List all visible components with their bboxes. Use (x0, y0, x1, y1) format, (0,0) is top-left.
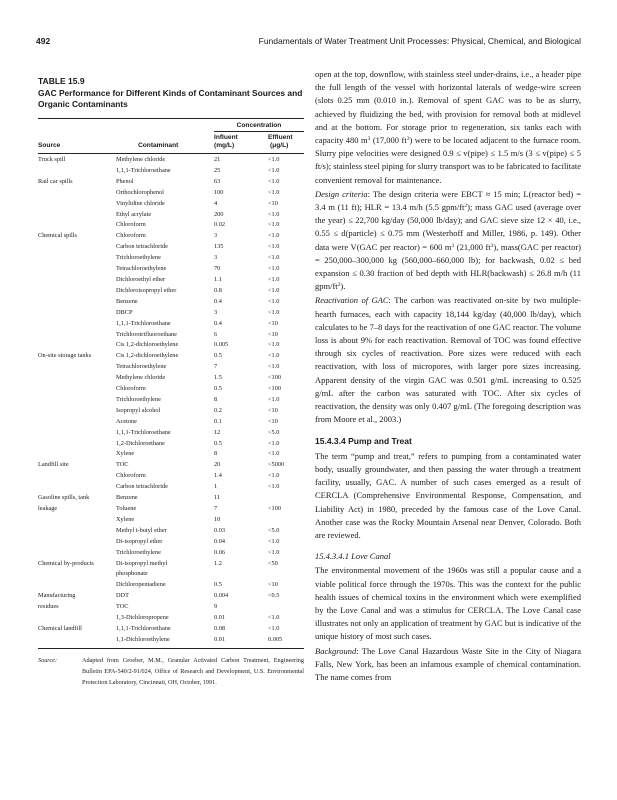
cell-effluent: <10 (268, 319, 278, 327)
table-row (38, 231, 304, 242)
cell-influent: 0.4 (214, 297, 222, 305)
source-text: Adapted from Groeber, M.M., Granular Activated Carbon Treatment, Engineering Bulletin EPA-540/2-91/024, Office of Research and Development, U.S. Environmental Protection Laboratory, Cincinnati, OH, October, 1991. (82, 656, 304, 686)
table-row (38, 210, 304, 221)
table-row (38, 406, 304, 417)
cell-effluent: <5000 (268, 461, 285, 469)
cell-contaminant: Di-isopropyl methyl (116, 559, 168, 567)
table-row (38, 624, 304, 635)
cell-influent: 63 (214, 177, 221, 185)
cell-effluent: <10 (268, 330, 278, 338)
cell-contaminant: Dichloroisopropyl ether (116, 286, 177, 294)
table-row (38, 417, 304, 428)
table-row (38, 242, 304, 253)
cell-influent: 1.2 (214, 559, 222, 567)
cell-influent: 1.5 (214, 374, 222, 382)
cell-influent: 10 (214, 515, 221, 523)
cell-influent: 20 (214, 461, 221, 469)
cell-effluent: <1.0 (268, 232, 280, 240)
cell-influent: 12 (214, 428, 221, 436)
cell-influent: 1 (214, 483, 218, 491)
table-title: GAC Performance for Different Kinds of Contaminant Sources and Organic Contaminants (38, 88, 303, 109)
paragraph-pump-and-treat: The term “pump and treat,” refers to pumping from a contaminated water body, usually groundwater, and then passing the water through a treatment facility, usually, GAC. A number of such cases emerged as a result of CERCLA (Comprehensive Environmental Response, Compensation, and Liability Act) in 1980, preceded by the famous case of the Love Canal. Another case was the Rocky Mountain Arsenal near Denver, Colorado. Both are reviewed. (315, 450, 581, 540)
table-row (38, 515, 304, 526)
cell-contaminant: Chloroform (116, 221, 146, 229)
table-row (38, 428, 304, 439)
cell-effluent: <1.0 (268, 395, 280, 403)
running-title: Fundamentals of Water Treatment Unit Processes: Physical, Chemical, and Biological (258, 36, 581, 46)
cell-influent: 8 (214, 450, 218, 458)
superscript: 3 (406, 136, 410, 143)
table-15-9 (38, 76, 304, 688)
table-row (38, 395, 304, 406)
cell-contaminant: Dichloroethyl ether (116, 275, 166, 283)
cell-contaminant: Xylene (116, 450, 135, 458)
cell-source: On-site storage tanks (38, 352, 92, 360)
cell-influent: 7 (214, 363, 218, 371)
cell-influent: 0.004 (214, 592, 229, 600)
cell-contaminant: Phenol (116, 177, 134, 185)
text-run: : The design criteria were EBCT ≈ 15 min; L(reactor bed) = 3.4 m (11 ft); HLR = 13.4 m/h (5.5 gpm/ft (315, 188, 581, 213)
cell-effluent: <1.0 (268, 614, 280, 622)
cell-source: Truck spill (38, 156, 66, 163)
cell-influent: 11 (214, 494, 221, 502)
cell-contaminant: DBCP (116, 308, 133, 316)
cell-contaminant: 1,1,1-Trichloroethane (116, 624, 171, 632)
table-row (38, 526, 304, 537)
table-row (38, 155, 304, 166)
table-row (38, 635, 304, 646)
cell-influent: 1.4 (214, 472, 222, 480)
superscript: 3 (367, 136, 371, 143)
paragraph-love-canal: The environmental movement of the 1960s was still a popular cause and a viable political force through the 1970s. This was the context for the public health issues of chemical toxins in the environment which were exemplified by the Love Canal and was a stimulus for CERCLA. The Love Canal case illustrates not only an application of treatment by GAC but is indicative of the unique history of most such cases. (315, 565, 581, 642)
table-row (38, 362, 304, 373)
cell-effluent: <1.0 (268, 308, 280, 316)
superscript: 2 (337, 282, 341, 289)
column-header-row (38, 133, 304, 153)
text-run: (21,000 ft (454, 241, 491, 252)
superscript: 2 (464, 203, 468, 210)
cell-influent: 0.1 (214, 417, 222, 425)
cell-contaminant: Methylene chloride (116, 374, 166, 382)
concentration-header: Concentration (236, 122, 282, 129)
table-row (38, 537, 304, 548)
cell-influent: 0.5 (214, 581, 222, 589)
cell-effluent: <100 (268, 385, 281, 393)
cell-effluent: <10 (268, 417, 278, 425)
table-row (38, 602, 304, 613)
cell-influent: 7 (214, 505, 218, 512)
source-label: Source: (38, 656, 58, 664)
lead-in: Design criteria (315, 188, 368, 199)
table-row (38, 199, 304, 210)
table-row (38, 482, 304, 493)
cell-effluent: <1.0 (268, 537, 280, 545)
cell-contaminant: Methyl t-butyl ether (116, 526, 167, 534)
cell-source: Gasoline spills, tank (38, 494, 90, 502)
cell-effluent: <1.0 (268, 363, 280, 371)
cell-influent: 100 (214, 188, 224, 196)
cell-contaminant: 1,1,1-Trichloroethane (116, 166, 171, 174)
cell-contaminant: Chloroform (116, 472, 146, 480)
cell-contaminant: Orthochlorophenol (116, 188, 164, 196)
cell-contaminant: Trichloroethylene (116, 254, 161, 262)
cell-contaminant: Trichloroethylene (116, 395, 161, 403)
table-row (38, 569, 304, 580)
cell-influent: 0.08 (214, 624, 226, 632)
cell-effluent: <1.0 (268, 483, 280, 491)
cell-effluent: <1.0 (268, 297, 280, 305)
table-row (38, 286, 304, 297)
cell-contaminant: Carbon tetrachloride (116, 483, 168, 491)
cell-effluent: <1.0 (268, 472, 280, 480)
cell-influent: 0.005 (214, 341, 229, 349)
text-run: (17,000 ft (370, 135, 407, 146)
cell-source: Landfill site (38, 461, 69, 469)
cell-influent: 70 (214, 265, 221, 273)
table-row (38, 591, 304, 602)
cell-influent: 3 (214, 308, 218, 316)
cell-contaminant: Trichlorotrifluoroethane (116, 330, 177, 338)
text-run: open at the top, downflow, with stainless steel under-drains, i.e., a header pipe the full length of the vessel with horizontal laterals of wedge-wire screen (slots 0.25 mm (0.010 in.). Removal of spent GAC was to be as slurry, achieved by fluidizing the bed, with provision for removal both at midlevel and at the bottom. For storage prior to regeneration, six tanks each with capacity 480 m (315, 69, 581, 146)
table-row (38, 177, 304, 188)
table-row (38, 253, 304, 264)
table-source-note (38, 655, 304, 688)
cell-influent: 0.4 (214, 319, 222, 327)
text-run: ); mass GAC used (average over the year) ≤ 22,700 kg/day (50,000 lb/day); and GAC sieve size 12 × 40, i.e., 0.55 ≤ d(particle) ≤ 0.75 mm (Westerhoff and Miller, 1986, p. 149). Other data were V(GAC per reactor) = 600 m (315, 202, 582, 252)
cell-contaminant: Chloroform (116, 232, 146, 240)
cell-contaminant: 1,1-Dichloroethylene (116, 635, 170, 643)
cell-influent: 25 (214, 166, 221, 174)
superscript: 3 (451, 242, 455, 249)
col-source: Source (38, 142, 61, 149)
cell-contaminant: Dichloropentadiene (116, 581, 166, 589)
table-row (38, 340, 304, 351)
col-effluent-label: Effluent (268, 134, 293, 141)
cell-effluent: <1.0 (268, 624, 280, 632)
text-run: ), mass(GAC per reactor) = 250,000–300,000 kg (560,000–660,000 lb); for backwash, 0.02 ≤ bed expansion ≤ 0.30 fraction of bed depth with HLR(backwash) ≤ 26.8 m/h (11 gpm/ft (315, 241, 581, 292)
cell-effluent: <1.0 (268, 210, 280, 218)
cell-influent: 0.01 (214, 614, 226, 622)
cell-contaminant: phosphonate (116, 570, 148, 578)
col-contaminant: Contaminant (138, 142, 179, 149)
concentration-header-row (38, 119, 304, 133)
table-row (38, 188, 304, 199)
cell-influent: 3 (214, 254, 218, 262)
table-row (38, 580, 304, 591)
cell-source: Chemical spills (38, 232, 78, 240)
cell-source: Rail car spills (38, 177, 73, 185)
cell-contaminant: TOC (116, 603, 129, 611)
cell-influent: 0.2 (214, 406, 222, 414)
cell-effluent: <1.0 (268, 548, 280, 556)
cell-effluent: 0.005 (268, 635, 283, 643)
concentration-rule (214, 131, 304, 132)
cell-effluent: <1.0 (268, 156, 280, 163)
page-number: 492 (36, 36, 51, 46)
cell-contaminant: Cis 1,2-dichloroethylene (116, 352, 179, 360)
cell-source: Manufacturing (38, 592, 76, 600)
paragraph-background (315, 645, 581, 685)
cell-influent: 0.04 (214, 537, 226, 545)
cell-source: residues (38, 603, 59, 611)
cell-effluent: <100 (268, 374, 281, 382)
cell-contaminant: Benzene (116, 297, 138, 305)
cell-contaminant: Toluene (116, 505, 137, 512)
cell-influent: 0.5 (214, 352, 222, 360)
table-row (38, 613, 304, 624)
cell-effluent: <50 (268, 559, 278, 567)
cell-contaminant: Cis 1,2-dichloroethylene (116, 341, 179, 349)
cell-effluent: <10 (268, 406, 278, 414)
cell-source: leakage (38, 505, 58, 512)
cell-influent: 0.8 (214, 286, 222, 294)
table-row (38, 319, 304, 330)
page-header (36, 36, 581, 50)
text-run: : The Love Canal Hazardous Waste Site in the City of Niagara Falls, New York, has been an infamous example of chemical contamination. The name comes from (315, 645, 581, 682)
col-effluent-unit: (μg/L) (270, 142, 289, 149)
cell-influent: 0.5 (214, 439, 222, 447)
cell-effluent: <1.0 (268, 352, 280, 360)
header-rule (38, 153, 304, 154)
cell-contaminant: Xylene (116, 515, 135, 523)
cell-effluent: <1.0 (268, 166, 280, 174)
table-row (38, 373, 304, 384)
cell-source: Chemical by-products (38, 559, 94, 567)
cell-effluent: <1.0 (268, 286, 280, 294)
table-row (38, 460, 304, 471)
table-row (38, 351, 304, 362)
lead-in: Background (315, 645, 357, 656)
cell-contaminant: 1,1,1-Trichloroethane (116, 319, 171, 327)
text-run: ) were to be located adjacent to the furnace room. Slurry pipe velocities were designed 0.9 ≤ v(pipe) ≤ 1.5 m/s (3 ≤ v(pipe) ≤ 5 ft/s); stainless steel piping for slurry transport was to be fabricated to facilitate convenient removal for maintenance. (315, 135, 581, 185)
cell-contaminant: Carbon tetrachloride (116, 243, 168, 251)
col-influent-label: Influent (214, 134, 238, 141)
table-row (38, 439, 304, 450)
cell-contaminant: Isopropyl alcohol (116, 406, 161, 414)
cell-contaminant: Benzene (116, 494, 138, 502)
col-influent-unit: (mg/L) (214, 142, 235, 149)
table-row (38, 384, 304, 395)
table-row (38, 493, 304, 504)
cell-influent: 0.01 (214, 635, 226, 643)
cell-effluent: <1.0 (268, 275, 280, 283)
cell-effluent: <100 (268, 505, 281, 512)
cell-contaminant: Vinylidine chloride (116, 199, 165, 207)
cell-contaminant: Acetone (116, 417, 137, 425)
paragraph-design-criteria (315, 188, 581, 294)
cell-contaminant: Tetrachloroethylene (116, 265, 167, 273)
paragraph-gac-vessel (315, 68, 581, 187)
cell-influent: 200 (214, 210, 224, 218)
table-row (38, 264, 304, 275)
table-row (38, 297, 304, 308)
cell-influent: 135 (214, 243, 224, 251)
text-run: ). (340, 281, 346, 292)
cell-contaminant: TOC (116, 461, 129, 469)
table-row (38, 308, 304, 319)
cell-effluent: <1.0 (268, 254, 280, 262)
cell-contaminant: Methylene chloride (116, 156, 166, 163)
table-row (38, 275, 304, 286)
table-label: TABLE 15.9 (38, 76, 85, 86)
table-body (38, 155, 304, 646)
cell-influent: 4 (214, 199, 218, 207)
cell-contaminant: 1,3-Dichloropropene (116, 614, 169, 622)
cell-contaminant: 1,2-Dichloroethane (116, 439, 165, 447)
cell-effluent: <1.0 (268, 439, 280, 447)
table-row (38, 504, 304, 515)
cell-contaminant: Ethyl acrylate (116, 210, 152, 218)
body-text-column (315, 68, 581, 684)
cell-effluent: <1.0 (268, 265, 280, 273)
text-run: : The carbon was reactivated on-site by two multiple-hearth furnaces, each with capacity 18,144 kg/day (40,000 lb/day), which calculates to be 7–8 days for the reactivation of one GAC reactor. The volume loss is about 9% for each reactivation. Removal of TOC was found effective through six cycles of reactivation. Pore sizes were reduced with each reactivation, with loss of micropores, with larger pore sizes increasing. Apparent density of the virgin GAC was 0.501 g/mL increasing to 0.525 g/mL after the carbon was saturated with TOC. After six cycles of reactivation, the density was only 0.407 g/mL (The foregoing description was from Moore et al., 2003.) (315, 295, 582, 425)
cell-contaminant: Tetrachloroethylene (116, 363, 167, 371)
table-row (38, 449, 304, 460)
cell-effluent: <10 (268, 581, 278, 589)
superscript: 3 (490, 242, 494, 249)
table-row (38, 559, 304, 570)
table-row (38, 471, 304, 482)
cell-effluent: <1.0 (268, 450, 280, 458)
cell-effluent: <1.0 (268, 243, 280, 251)
cell-effluent: <0.5 (268, 592, 280, 600)
table-row (38, 548, 304, 559)
cell-effluent: <1.0 (268, 221, 280, 229)
cell-contaminant: Di-isopropyl ether (116, 537, 163, 545)
cell-influent: 0.02 (214, 221, 226, 229)
cell-contaminant: Trichloroethylene (116, 548, 161, 556)
cell-influent: 21 (214, 156, 221, 163)
cell-influent: 0.06 (214, 548, 226, 556)
cell-effluent: <1.0 (268, 177, 280, 185)
lead-in: Reactivation of GAC (315, 295, 389, 306)
cell-effluent: <5.0 (268, 428, 280, 436)
table-row (38, 330, 304, 341)
cell-effluent: <5.0 (268, 526, 280, 534)
cell-influent: 6 (214, 330, 218, 338)
cell-influent: 0.5 (214, 385, 222, 393)
cell-influent: 9 (214, 603, 218, 611)
cell-effluent: <1.0 (268, 188, 280, 196)
paragraph-reactivation (315, 294, 581, 426)
subsection-heading: 15.4.3.4.1 Love Canal (315, 551, 391, 562)
section-heading: 15.4.3.4 Pump and Treat (315, 436, 412, 447)
table-row (38, 220, 304, 231)
cell-influent: 8 (214, 395, 218, 403)
cell-influent: 1.1 (214, 275, 222, 283)
cell-contaminant: DDT (116, 592, 129, 600)
cell-influent: 3 (214, 232, 218, 240)
cell-effluent: <1.0 (268, 341, 280, 349)
cell-source: Chemical landfill (38, 624, 82, 632)
cell-contaminant: 1,1,1-Trichloroethane (116, 428, 171, 436)
table-bottom-rule (38, 648, 304, 649)
table-row (38, 166, 304, 177)
cell-influent: 0.03 (214, 526, 226, 534)
cell-contaminant: Chloroform (116, 385, 146, 393)
cell-effluent: <10 (268, 199, 278, 207)
